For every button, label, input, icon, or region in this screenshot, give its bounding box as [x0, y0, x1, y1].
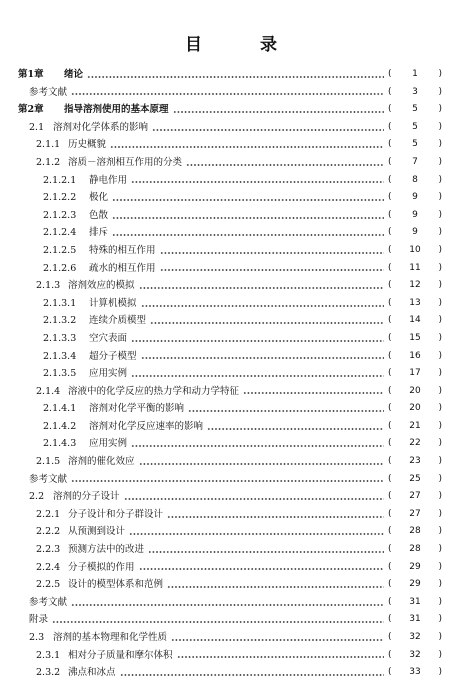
dot-leader — [131, 375, 384, 377]
toc-entry[interactable] — [18, 506, 442, 524]
toc-entry-page: ( 33 ) — [388, 664, 442, 682]
toc-entry[interactable] — [18, 224, 442, 242]
toc-entry-page: ( 25 ) — [388, 471, 442, 489]
dot-leader — [71, 93, 384, 95]
dot-leader — [188, 410, 384, 412]
toc-entry-number: 2.3.2 — [36, 667, 61, 679]
toc-entry[interactable] — [18, 576, 442, 594]
dot-leader — [186, 164, 384, 166]
dot-leader — [139, 568, 384, 570]
dot-leader — [120, 674, 384, 676]
toc-entry[interactable] — [18, 418, 442, 436]
page-number: 16 — [409, 350, 421, 361]
toc-entry-number: 2.1.3.2 — [43, 315, 77, 327]
toc-entry[interactable] — [18, 629, 442, 647]
toc-entry[interactable] — [18, 189, 442, 207]
toc-entry-number: 2.1.3.5 — [43, 368, 77, 380]
toc-entry-title: 超分子模型 — [89, 350, 137, 362]
page-number: 20 — [409, 385, 421, 396]
page-number: 7 — [412, 156, 418, 167]
page-number: 31 — [409, 596, 421, 607]
toc-entry-page: ( 21 ) — [388, 418, 442, 436]
toc-entry-page: ( 11 ) — [388, 260, 442, 278]
toc-entry-title: 从预测到设计 — [68, 526, 126, 538]
dot-leader — [110, 146, 384, 148]
toc-entry[interactable] — [18, 664, 442, 682]
page-number: 15 — [409, 332, 421, 343]
page-number: 31 — [409, 614, 421, 625]
page-number: 10 — [409, 244, 421, 255]
dot-leader — [152, 129, 384, 131]
table-of-contents — [18, 66, 442, 682]
dot-leader — [160, 252, 384, 254]
toc-entry-title: 空穴表面 — [89, 332, 128, 344]
toc-entry[interactable] — [18, 295, 442, 313]
page-number: 28 — [409, 526, 421, 537]
toc-entry-number: 2.2.5 — [36, 579, 61, 591]
page-number: 21 — [409, 420, 421, 431]
page-title: 目 录 — [185, 35, 303, 55]
toc-entry[interactable] — [18, 611, 442, 629]
toc-entry-title: 特殊的相互作用 — [89, 244, 156, 256]
dot-leader — [71, 480, 384, 482]
dot-leader — [139, 463, 384, 465]
toc-entry-page: ( 9 ) — [388, 207, 442, 225]
toc-entry-page: ( 31 ) — [388, 611, 442, 629]
toc-entry-page: ( 5 ) — [388, 101, 442, 119]
toc-entry-page: ( 13 ) — [388, 295, 442, 313]
toc-entry[interactable] — [18, 471, 442, 489]
toc-entry-number: 2.2 — [29, 491, 45, 503]
toc-entry-page: ( 12 ) — [388, 277, 442, 295]
toc-entry-number: 2.1.5 — [36, 456, 61, 468]
toc-entry-number: 2.2.2 — [36, 526, 61, 538]
toc-entry-title: 静电作用 — [89, 174, 128, 186]
page-number: 14 — [409, 315, 421, 326]
page-number: 32 — [409, 649, 421, 660]
dot-leader — [87, 76, 384, 78]
toc-entry-number: 2.1.2.4 — [43, 227, 77, 239]
toc-entry-page: ( 5 ) — [388, 119, 442, 137]
toc-entry-page: ( 15 ) — [388, 330, 442, 348]
toc-entry[interactable] — [18, 242, 442, 260]
dot-leader — [112, 217, 384, 219]
toc-entry-page: ( 27 ) — [388, 506, 442, 524]
toc-entry-number: 2.1.4 — [36, 385, 61, 397]
dot-leader — [112, 234, 384, 236]
page-number: 33 — [409, 667, 421, 678]
toc-entry-page: ( 9 ) — [388, 224, 442, 242]
toc-entry-page: ( 5 ) — [388, 136, 442, 154]
toc-entry-number: 2.1.3.1 — [43, 297, 77, 309]
toc-entry[interactable] — [18, 559, 442, 577]
toc-entry-title: 溶液中的化学反应的热力学和动力学特征 — [68, 385, 240, 397]
toc-entry-page: ( 3 ) — [388, 84, 442, 102]
page-number: 9 — [412, 209, 418, 220]
toc-entry-title: 分子设计和分子群设计 — [68, 508, 164, 520]
toc-entry-title: 相对分子质量和摩尔体积 — [68, 649, 173, 661]
toc-entry[interactable] — [18, 541, 442, 559]
toc-entry-number: 2.3.1 — [36, 649, 61, 661]
dot-leader — [131, 445, 384, 447]
toc-entry[interactable] — [18, 66, 442, 84]
toc-entry-page: ( 27 ) — [388, 488, 442, 506]
toc-entry-page: ( 7 ) — [388, 154, 442, 172]
toc-entry-title: 计算机模拟 — [89, 297, 137, 309]
toc-entry-number: 2.1.1 — [36, 139, 61, 151]
toc-entry-number: 2.3 — [29, 632, 45, 643]
toc-entry-title: 溶剂对化学反应速率的影响 — [89, 420, 204, 432]
page-number: 29 — [409, 561, 421, 572]
toc-entry[interactable] — [18, 365, 442, 383]
dot-leader — [124, 498, 384, 500]
toc-entry[interactable] — [18, 277, 442, 295]
page-number: 5 — [412, 121, 418, 132]
toc-entry-page: ( 10 ) — [388, 242, 442, 260]
toc-entry[interactable] — [18, 84, 442, 102]
page-number: 9 — [412, 192, 418, 203]
toc-entry-number: 2.1.4.3 — [43, 438, 77, 450]
toc-entry-page: ( 17 ) — [388, 365, 442, 383]
toc-entry-title: 溶剂对化学平衡的影响 — [89, 403, 185, 415]
toc-entry[interactable] — [18, 119, 442, 137]
page-number: 23 — [409, 456, 421, 467]
toc-entry-title: 参考文献 — [29, 473, 68, 485]
dot-leader — [177, 656, 384, 658]
toc-entry[interactable] — [18, 400, 442, 418]
toc-entry-page: ( 29 ) — [388, 559, 442, 577]
toc-entry-number: 2.1.2.5 — [43, 244, 77, 256]
toc-entry-page: ( 20 ) — [388, 383, 442, 401]
page-number: 29 — [409, 579, 421, 590]
page-number: 8 — [412, 174, 418, 185]
toc-entry-number: 第1章 — [18, 69, 44, 80]
toc-entry-page: ( 23 ) — [388, 453, 442, 471]
toc-entry-title: 排斥 — [89, 227, 109, 239]
dot-leader — [71, 604, 384, 606]
page-number: 5 — [412, 139, 418, 150]
toc-entry[interactable] — [18, 453, 442, 471]
toc-entry-number: 2.1.4.1 — [43, 403, 77, 415]
toc-entry-title: 绪论 — [64, 69, 84, 80]
page-number: 1 — [412, 69, 418, 79]
page-number: 27 — [409, 508, 421, 519]
dot-leader — [141, 357, 384, 359]
toc-entry-title: 溶剂的催化效应 — [68, 456, 135, 468]
toc-entry-title: 预测方法中的改进 — [68, 544, 145, 556]
toc-entry-page: ( 14 ) — [388, 312, 442, 330]
toc-entry-number: 2.1.2 — [36, 156, 61, 168]
toc-entry-title: 设计的模型体系和范例 — [68, 579, 164, 591]
toc-entry-number: 第2章 — [18, 104, 44, 116]
toc-entry-number: 2.1 — [29, 121, 45, 133]
toc-entry[interactable] — [18, 154, 442, 172]
page-number: 25 — [409, 473, 421, 484]
toc-entry-page: ( 28 ) — [388, 523, 442, 541]
dot-leader — [207, 428, 384, 430]
page-number: 32 — [409, 632, 421, 642]
page-number: 11 — [409, 262, 421, 273]
toc-entry-title: 参考文献 — [29, 596, 68, 608]
toc-entry-number: 2.1.2.2 — [43, 192, 77, 204]
toc-entry-title: 溶剂的基本物理和化学性质 — [53, 632, 168, 643]
dot-leader — [167, 516, 384, 518]
dot-leader — [150, 322, 384, 324]
page-number: 27 — [409, 491, 421, 502]
toc-entry[interactable] — [18, 348, 442, 366]
dot-leader — [131, 181, 384, 183]
toc-entry[interactable] — [18, 488, 442, 506]
toc-entry-page: ( 32 ) — [388, 629, 442, 647]
page-number: 28 — [409, 544, 421, 555]
toc-entry-title: 疏水的相互作用 — [89, 262, 156, 274]
dot-leader — [141, 305, 384, 307]
page-number: 3 — [412, 86, 418, 97]
toc-entry-title: 溶质－溶剂相互作用的分类 — [68, 156, 183, 168]
toc-entry-page: ( 28 ) — [388, 541, 442, 559]
toc-entry-title: 溶剂对化学体系的影响 — [53, 121, 149, 133]
toc-entry-title: 极化 — [89, 192, 109, 204]
toc-entry-title: 色散 — [89, 209, 109, 221]
dot-leader — [52, 621, 384, 623]
toc-entry-page: ( 22 ) — [388, 435, 442, 453]
dot-leader — [173, 111, 384, 113]
toc-entry[interactable] — [18, 647, 442, 665]
toc-entry-page: ( 20 ) — [388, 400, 442, 418]
toc-entry-number: 2.1.2.3 — [43, 209, 77, 221]
dot-leader — [129, 533, 384, 535]
toc-entry-number: 2.2.4 — [36, 561, 61, 573]
toc-entry-title: 分子模拟的作用 — [68, 561, 135, 573]
toc-entry-number: 2.1.3.3 — [43, 332, 77, 344]
toc-entry-number: 2.2.1 — [36, 508, 61, 520]
toc-entry-title: 连续介质模型 — [89, 315, 147, 327]
page-number: 13 — [409, 297, 421, 308]
dot-leader — [171, 639, 384, 641]
toc-entry-number: 2.2.3 — [36, 544, 61, 556]
toc-entry[interactable] — [18, 435, 442, 453]
toc-entry-number: 2.1.4.2 — [43, 420, 77, 432]
toc-entry-page: ( 9 ) — [388, 189, 442, 207]
dot-leader — [112, 199, 384, 201]
toc-entry-page: ( 31 ) — [388, 594, 442, 612]
toc-entry-title: 附录 — [29, 614, 49, 626]
toc-entry[interactable] — [18, 260, 442, 278]
toc-entry-title: 应用实例 — [89, 438, 128, 450]
toc-entry-title: 参考文献 — [29, 86, 68, 98]
toc-entry-number: 2.1.3.4 — [43, 350, 77, 362]
toc-entry-number: 2.1.2.1 — [43, 174, 77, 186]
toc-entry-title: 沸点和冰点 — [68, 667, 116, 679]
page-number: 12 — [409, 280, 421, 291]
toc-entry-title: 溶剂效应的模拟 — [68, 280, 135, 292]
toc-entry-title: 指导溶剂使用的基本原理 — [64, 104, 169, 116]
toc-entry[interactable] — [18, 312, 442, 330]
dot-leader — [131, 340, 384, 342]
page-number: 20 — [409, 403, 421, 414]
toc-entry-page: ( 29 ) — [388, 576, 442, 594]
page-number: 22 — [409, 438, 421, 449]
toc-entry[interactable] — [18, 594, 442, 612]
toc-entry[interactable] — [18, 172, 442, 190]
page-number: 9 — [412, 227, 418, 238]
toc-entry[interactable] — [18, 136, 442, 154]
toc-entry-page: ( 1 ) — [388, 66, 442, 84]
toc-entry-title: 溶剂的分子设计 — [53, 491, 120, 503]
toc-entry-page: ( 8 ) — [388, 172, 442, 190]
toc-entry-title: 应用实例 — [89, 368, 128, 380]
toc-entry[interactable] — [18, 330, 442, 348]
dot-leader — [160, 269, 384, 271]
dot-leader — [139, 287, 384, 289]
dot-leader — [243, 392, 384, 394]
toc-entry[interactable] — [18, 523, 442, 541]
dot-leader — [167, 586, 384, 588]
toc-entry[interactable] — [18, 101, 442, 119]
page-number: 5 — [412, 104, 418, 115]
toc-entry-number: 2.1.2.6 — [43, 262, 77, 274]
toc-entry-page: ( 16 ) — [388, 348, 442, 366]
toc-entry-number: 2.1.3 — [36, 280, 61, 292]
dot-leader — [148, 551, 384, 553]
toc-entry-title: 历史概貌 — [68, 139, 107, 151]
toc-entry[interactable] — [18, 207, 442, 225]
page-number: 17 — [409, 368, 421, 379]
toc-entry[interactable] — [18, 383, 442, 401]
toc-entry-page: ( 32 ) — [388, 647, 442, 665]
